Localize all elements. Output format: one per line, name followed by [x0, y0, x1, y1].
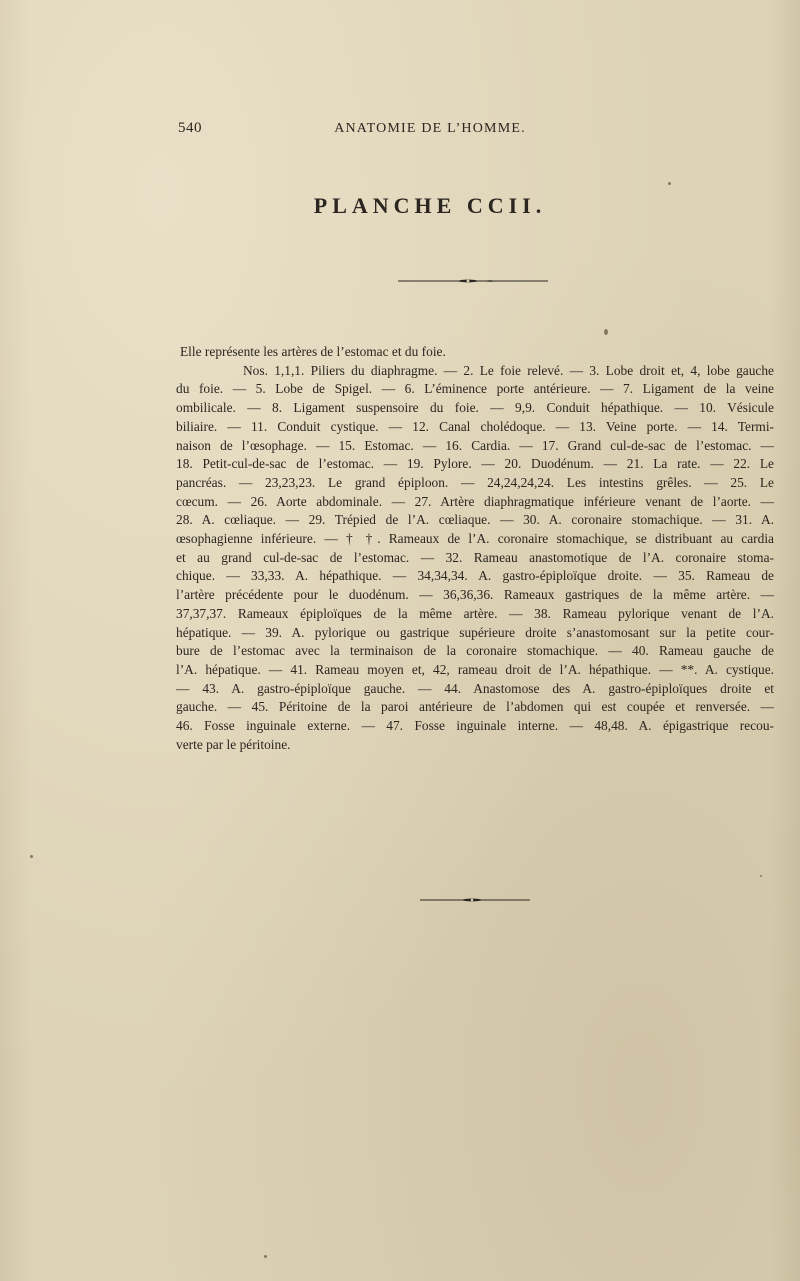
ink-speck: [604, 329, 608, 335]
ink-speck: [30, 855, 33, 858]
ink-speck: [760, 875, 762, 877]
legend-line: ombilicale. — 8. Ligament suspensoire du foie. — 9,9. Conduit hépathique. — 10. Vésicule: [176, 400, 774, 416]
legend-line: et au grand cul-de-sac de l’estomac. — 32. Rameau anastomotique de l’A. coronaire stoma-: [176, 549, 774, 565]
plate-legend-text: [176, 343, 774, 754]
legend-line: œsophagienne inférieure. — † †. Rameaux de l’A. coronaire stomachique, se distribuant au cardia: [176, 531, 774, 547]
running-head: ANATOMIE DE L’HOMME.: [334, 121, 526, 136]
ink-speck: [264, 1255, 267, 1258]
legend-line: chique. — 33,33. A. hépathique. — 34,34,34. A. gastro-épiploïque droite. — 35. Rameau de: [176, 568, 774, 584]
legend-line: Nos. 1,1,1. Piliers du diaphragme. — 2. Le foie relevé. — 3. Lobe droit et, 4, lobe gauche: [243, 362, 774, 378]
legend-line: gauche. — 45. Péritoine de la paroi antérieure de l’abdomen qui est coupée et renversée. —: [176, 699, 774, 715]
legend-line: bure de l’estomac avec la terminaison de la coronaire stomachique. — 40. Rameau gauche de: [176, 643, 774, 659]
legend-line: cœcum. — 26. Aorte abdominale. — 27. Artère diaphragmatique inférieure venant de l’aorte. —: [176, 493, 774, 509]
legend-line: 18. Petit-cul-de-sac de l’estomac. — 19. Pylore. — 20. Duodénum. — 21. La rate. — 22. Le: [176, 456, 774, 472]
page-number: 540: [178, 120, 202, 136]
legend-line: biliaire. — 11. Conduit cystique. — 12. Canal cholédoque. — 13. Veine porte. — 14. Termi-: [176, 418, 774, 434]
intro-line: Elle représente les artères de l’estomac et du foie.: [180, 344, 446, 359]
bottom-ornament-rule: [420, 896, 530, 904]
legend-line: 46. Fosse inguinale externe. — 47. Fosse inguinale interne. — 48,48. A. épigastrique recou-: [176, 718, 774, 734]
top-ornament-rule: [398, 277, 548, 285]
legend-line: 28. A. cœliaque. — 29. Trépied de l’A. cœliaque. — 30. A. coronaire stomachique. — 31. A.: [176, 512, 774, 528]
legend-line: — 43. A. gastro-épiploïque gauche. — 44. Anastomose des A. gastro-épiploïques droite et: [176, 680, 774, 696]
legend-line: l’artère précédente pour le duodénum. — 36,36,36. Rameaux gastriques de la même artère. —: [176, 587, 774, 603]
legend-line: du foie. — 5. Lobe de Spigel. — 6. L’éminence porte antérieure. — 7. Ligament de la veine: [176, 381, 774, 397]
plate-title: PLANCHE CCII.: [313, 193, 547, 218]
legend-line: hépatique. — 39. A. pylorique ou gastrique supérieure droite s’anastomosant sur la petite cour-: [176, 624, 774, 640]
legend-line: verte par le péritoine.: [176, 736, 291, 752]
legend-line: 37,37,37. Rameaux épiploïques de la même artère. — 38. Rameau pylorique venant de l’A.: [176, 605, 774, 621]
legend-paragraph: [176, 362, 774, 755]
legend-line: l’A. hépatique. — 41. Rameau moyen et, 42, rameau droit de l’A. hépathique. — **. A. cystique.: [176, 661, 774, 677]
ink-speck: [668, 182, 671, 185]
legend-line: naison de l’œsophage. — 15. Estomac. — 16. Cardia. — 17. Grand cul-de-sac de l’estomac. —: [176, 437, 774, 453]
legend-line: pancréas. — 23,23,23. Le grand épiploon. — 24,24,24,24. Les intestins grêles. — 25. Le: [176, 474, 774, 490]
